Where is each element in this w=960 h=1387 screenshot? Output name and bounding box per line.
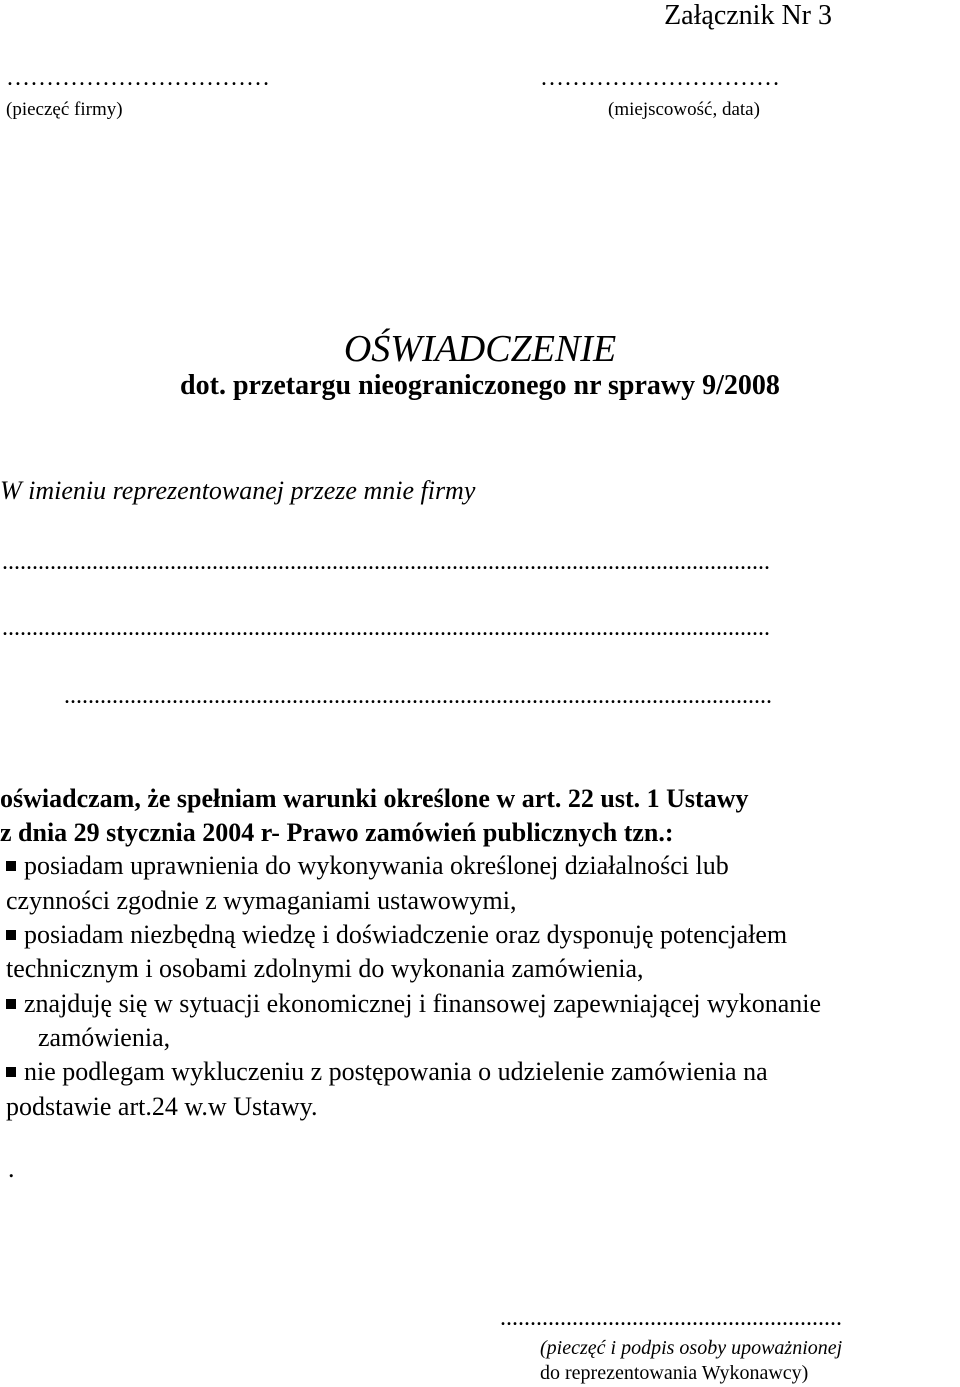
intro-text: W imieniu reprezentowanej przeze mnie firmy [0, 476, 476, 505]
place-date-placeholder: ………………………… [540, 65, 780, 91]
place-date-label: (miejscowość, data) [608, 99, 760, 120]
square-bullet-icon [6, 1067, 16, 1077]
signature-label: (pieczęć i podpis osoby upoważnionej [540, 1337, 843, 1359]
declaration-line: z dnia 29 stycznia 2004 r- Prawo zamówień publicznych tzn.: [0, 818, 674, 847]
signature-placeholder: ......................................................... [500, 1305, 842, 1331]
signature-label-continuation: do reprezentowania Wykonawcy) [540, 1362, 809, 1384]
condition-text: znajduję się w sytuacji ekonomicznej i finansowej zapewniającej wykonanie [24, 989, 822, 1018]
company-name-fill-line: ...................................................................................................................... [64, 683, 772, 709]
square-bullet-icon [6, 861, 16, 871]
condition-item [6, 853, 729, 879]
company-stamp-label: (pieczęć firmy) [6, 99, 123, 120]
document-subtitle: dot. przetargu nieograniczonego nr sprawy 9/2008 [180, 370, 780, 401]
condition-item [6, 991, 821, 1017]
stray-dot: . [8, 1154, 15, 1183]
square-bullet-icon [6, 930, 16, 940]
document-title: OŚWIADCZENIE [343, 328, 617, 370]
condition-text: nie podlegam wykluczeniu z postępowania o udzielenie zamówienia na [24, 1057, 768, 1086]
condition-item-continuation: technicznym i osobami zdolnymi do wykonania zamówienia, [6, 954, 644, 983]
condition-item-continuation: podstawie art.24 w.w Ustawy. [6, 1092, 318, 1121]
annex-number: Załącznik Nr 3 [664, 0, 832, 31]
condition-item-continuation: czynności zgodnie z wymaganiami ustawowymi, [6, 886, 517, 915]
condition-text: posiadam uprawnienia do wykonywania określonej działalności lub [24, 851, 729, 880]
condition-item [6, 922, 787, 948]
condition-text: posiadam niezbędną wiedzę i doświadczenie oraz dysponuję potencjałem [24, 920, 788, 949]
condition-item-continuation: zamówienia, [38, 1023, 171, 1052]
company-name-fill-line: ................................................................................................................................ [2, 549, 770, 575]
company-stamp-placeholder: …………………………… [6, 65, 270, 91]
square-bullet-icon [6, 999, 16, 1009]
company-name-fill-line: ................................................................................................................................ [2, 615, 770, 641]
declaration-line: oświadczam, że spełniam warunki określone w art. 22 ust. 1 Ustawy [0, 784, 749, 813]
condition-item [6, 1059, 768, 1085]
